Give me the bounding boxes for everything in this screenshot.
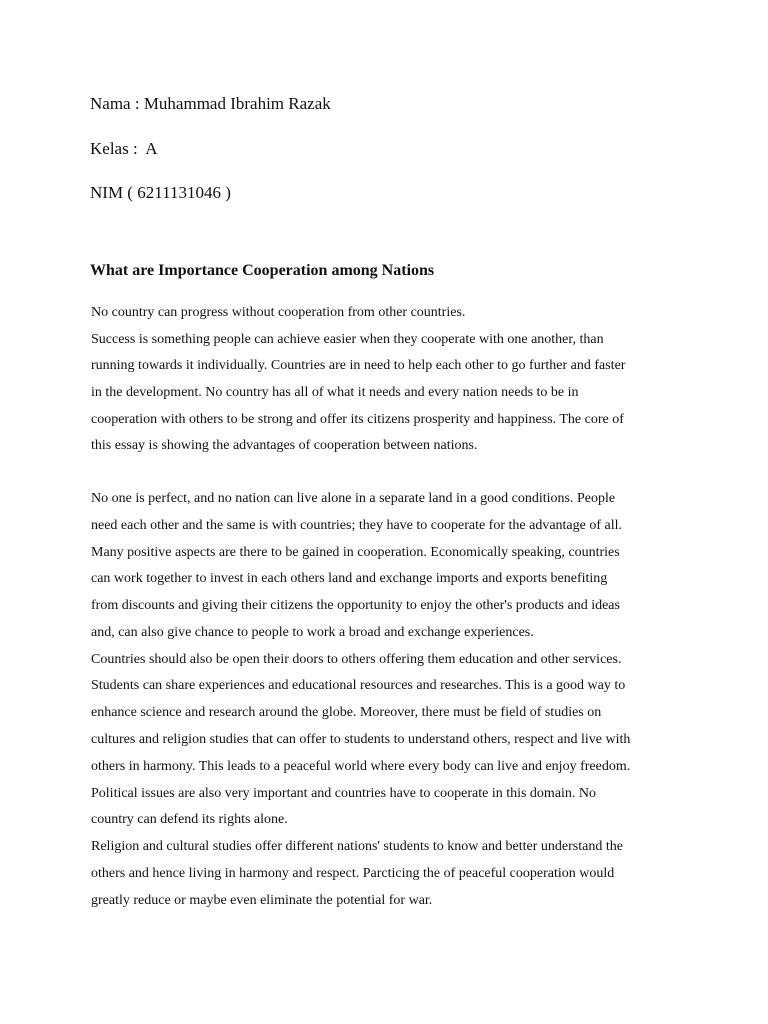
- paragraph-line: others in harmony. This leads to a peaceful world where every body can live and enjoy freedom.: [91, 759, 631, 774]
- paragraph-line: No one is perfect, and no nation can live alone in a separate land in a good conditions. People: [91, 491, 616, 506]
- paragraph-line: others and hence living in harmony and respect. Parcticing the of peaceful cooperation would: [91, 866, 615, 881]
- class-line: Kelas : A: [90, 139, 158, 158]
- paragraph-line: and, can also give chance to people to work a broad and exchange experiences.: [91, 625, 534, 640]
- paragraph-line: country can defend its rights alone.: [91, 812, 288, 827]
- paragraph-line: this essay is showing the advantages of cooperation between nations.: [91, 438, 478, 453]
- paragraph-line: cooperation with others to be strong and offer its citizens prosperity and happiness. The core of: [91, 412, 624, 427]
- essay-title: What are Importance Cooperation among Nations: [90, 262, 435, 279]
- paragraph-line: running towards it individually. Countries are in need to help each other to go further and faster: [91, 358, 626, 373]
- paragraph-line: in the development. No country has all of what it needs and every nation needs to be in: [91, 385, 579, 400]
- paragraph-line: from discounts and giving their citizens the opportunity to enjoy the other's products and ideas: [91, 598, 620, 613]
- paragraph-line: Students can share experiences and educational resources and researches. This is a good way to: [91, 678, 626, 693]
- paragraph-line: greatly reduce or maybe even eliminate the potential for war.: [91, 893, 433, 908]
- paragraph-line: enhance science and research around the globe. Moreover, there must be field of studies on: [91, 705, 602, 720]
- paragraph-line: Many positive aspects are there to be gained in cooperation. Economically speaking, countries: [91, 545, 620, 560]
- paragraph-line: Countries should also be open their doors to others offering them education and other services.: [91, 652, 622, 667]
- paragraph-line: No country can progress without cooperation from other countries.: [91, 305, 466, 320]
- paragraph-line: need each other and the same is with countries; they have to cooperate for the advantage of all.: [91, 518, 623, 533]
- paragraph-line: can work together to invest in each others land and exchange imports and exports benefiting: [91, 571, 608, 586]
- paragraph-line: Political issues are also very important and countries have to cooperate in this domain. No: [91, 786, 597, 801]
- student-name-line: Nama : Muhammad Ibrahim Razak: [90, 94, 331, 113]
- paragraph-line: Religion and cultural studies offer different nations' students to know and better understand the: [91, 839, 623, 854]
- paragraph-line: Success is something people can achieve easier when they cooperate with one another, than: [91, 332, 604, 347]
- nim-line: NIM ( 6211131046 ): [90, 183, 231, 202]
- paragraph-line: cultures and religion studies that can offer to students to understand others, respect and live with: [91, 732, 631, 747]
